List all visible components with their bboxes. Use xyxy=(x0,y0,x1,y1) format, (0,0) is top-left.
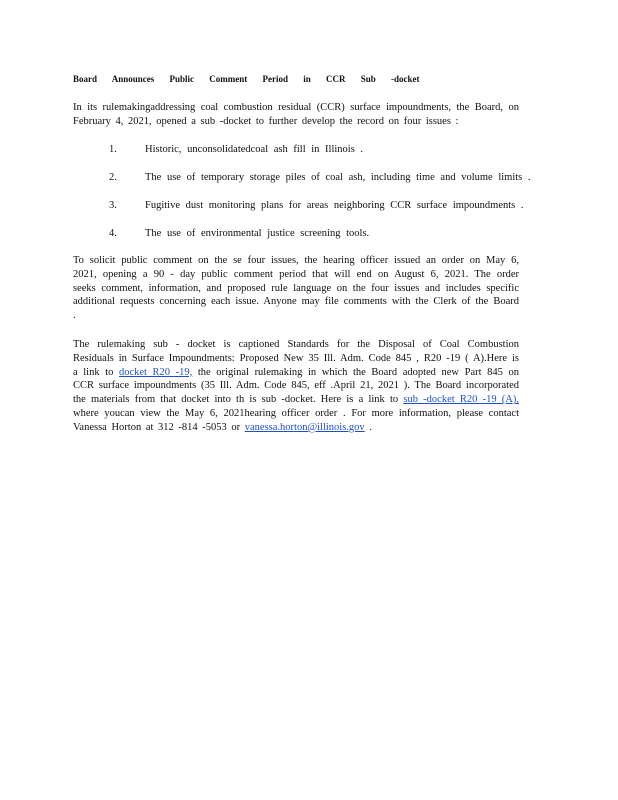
issues-list xyxy=(109,143,549,255)
list-item xyxy=(109,171,549,199)
caption-text: . xyxy=(364,421,372,433)
comment-paragraph: To solicit public comment on the se four issues, the hearing officer issued an order on May 6, 2021, opening a 90 - day public comment period that will end on August 6, 2021. The order seeks comment, information, and proposed rule language on the four issues and includes specific additional requests concerning each issue. Anyone may file comments with the Clerk of the Board . xyxy=(73,255,519,322)
page-title: Board Announces Public Comment Period in CCR Sub -docket xyxy=(73,74,420,84)
email-link[interactable]: vanessa.horton@illinois.gov xyxy=(244,421,365,433)
list-item-number: 4. xyxy=(109,228,117,239)
caption-text: The rulemaking sub - docket is captioned Standards for the Disposal of Coal Combustion Residuals in Surface Impoundments: Proposed New 35 Ill. Adm. Code 845 , R20 -19 ( A).Here is a link to xyxy=(73,339,519,378)
sub-docket-link[interactable]: sub -docket R20 -19 (A), xyxy=(403,394,519,406)
list-item-text: Historic, unconsolidatedcoal ash fill in Illinois . xyxy=(145,144,364,155)
list-item xyxy=(109,143,549,171)
caption-paragraph xyxy=(73,338,519,435)
docket-link[interactable]: docket R20 -19, xyxy=(118,366,193,378)
caption-text: where youcan view the May 6, 2021hearing officer order . For more information, please contact Vanessa Horton at 312 -814 -5053 or xyxy=(73,407,519,433)
list-item-text: Fugitive dust monitoring plans for areas neighboring CCR surface impoundments . xyxy=(145,200,524,211)
list-item-text: The use of environmental justice screening tools. xyxy=(145,228,370,239)
list-item-text: The use of temporary storage piles of coal ash, including time and volume limits . xyxy=(145,172,531,183)
list-item-number: 3. xyxy=(109,200,117,211)
caption-text: the original rulemaking in which the Board adopted new Part 845 on CCR surface impoundments (35 Ill. Adm. Code 845, eff .April 21, 2021 ). The Board incorporated the materials from that docket into th is sub -docket. Here is a link to xyxy=(73,366,519,406)
list-item-number: 1. xyxy=(109,144,117,155)
list-item-number: 2. xyxy=(109,172,117,183)
list-item xyxy=(109,199,549,227)
list-item xyxy=(109,227,549,255)
intro-paragraph: In its rulemakingaddressing coal combustion residual (CCR) surface impoundments, the Board, on February 4, 2021, opened a sub -docket to further develop the record on four issues : xyxy=(73,102,519,127)
